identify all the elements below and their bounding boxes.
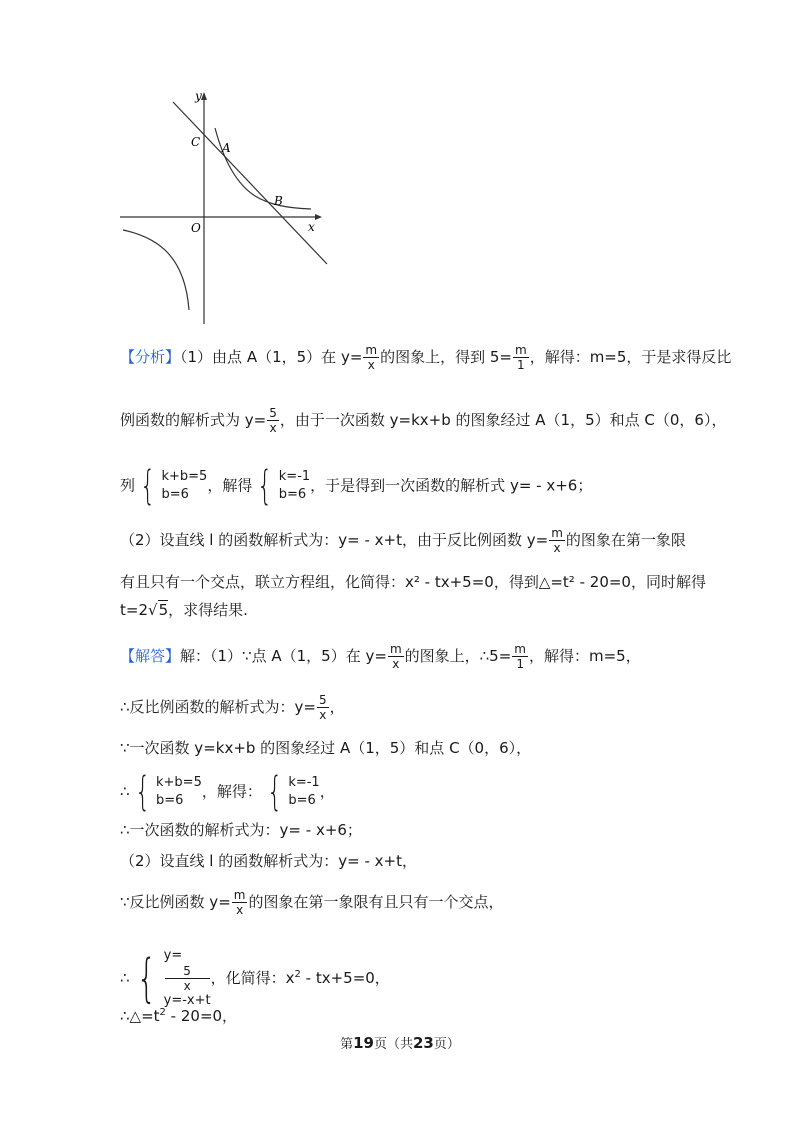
point-c-label: C — [191, 135, 201, 149]
x-axis-arrow — [315, 214, 322, 220]
x-axis-label: x — [308, 220, 315, 234]
y-axis-arrow — [201, 92, 207, 100]
equation-system-1: k+b=5 b=6 — [161, 469, 208, 502]
function-graph — [115, 88, 335, 328]
equation-system-2: k=-1 b=6 — [288, 775, 320, 808]
point-a-label: A — [222, 141, 231, 155]
equation-system-3: y= 5 x y=-x+t — [163, 948, 211, 1008]
fraction-m-over-1: $\frac{m}{1}$ — [514, 642, 526, 671]
page-number: 19 — [353, 1034, 374, 1052]
origin-label: O — [191, 221, 201, 235]
analysis-line-4: （2）设直线 l 的函数解析式为：y= - x+t，由于反比例函数 y= $\frac{m}{x}$ 的图象在第一象限 — [120, 526, 686, 555]
fraction-m-over-x: $\frac{m}{x}$ — [551, 526, 563, 555]
solution-line-6: （2）设直线 l 的函数解析式为：y= - x+t， — [120, 852, 417, 870]
total-pages: 23 — [413, 1034, 434, 1052]
solution-line-3: ∵一次函数 y=kx+b 的图象经过 A（1，5）和点 C（0，6）， — [120, 739, 532, 757]
fraction-m-over-x: $\frac{m}{x}$ — [233, 888, 246, 917]
analysis-line-2: 例函数的解析式为 y= $\frac{5}{x}$ ，由于一次函数 y=kx+b 的图象经过 A（1，5）和点 C（0，6）， — [120, 406, 727, 435]
fraction-m-over-x: $\frac{m}{x}$ — [389, 642, 402, 671]
analysis-line-6: t=2√5，求得结果. — [120, 601, 248, 619]
analysis-line-1: 【分析】（1）由点 A（1，5）在 y= $\frac{m}{x}$ 的图象上，得到 5= $\frac{m}{1}$ ，解得：m=5，于是求得反比 — [120, 343, 732, 372]
analysis-line-3: 列 { k+b=5 b=6 ，解得 { k=-1 b=6 ，于是得到一次函数的解析式 y= - x+6； — [120, 463, 593, 509]
fraction-m-over-x: $\frac{m}{x}$ — [365, 343, 378, 372]
solution-line-7: ∵反比例函数 y= $\frac{m}{x}$ 的图象在第一象限有且只有一个交点， — [120, 888, 504, 917]
analysis-line-5: 有且只有一个交点，联立方程组，化简得：x² - tx+5=0，得到△=t² - 20=0，同时解得 — [120, 573, 706, 591]
analysis-tag: 【分析】 — [120, 348, 181, 366]
fraction-5-over-x: $\frac{5}{x}$ — [269, 406, 277, 435]
fraction-m-over-1: $\frac{m}{1}$ — [514, 343, 527, 372]
solution-line-5: ∴一次函数的解析式为：y= - x+6； — [120, 821, 362, 839]
sqrt-5: 5 — [158, 601, 169, 619]
equation-system-1: k+b=5 b=6 — [156, 775, 202, 808]
solution-line-2: ∴反比例函数的解析式为：y= $\frac{5}{x}$ ， — [120, 693, 345, 722]
hyperbola-branch-2 — [123, 230, 189, 310]
solution-line-4: ∴ { k+b=5 b=6 ，解得： { k=-1 b=6 ， — [120, 769, 335, 815]
y-axis-label: y — [195, 89, 202, 103]
point-b-label: B — [274, 194, 283, 208]
solution-line-9: $\therefore\triangle=t^2 - 20=0$， — [120, 1007, 238, 1025]
line-l — [173, 102, 327, 264]
fraction-5-over-x: $\frac{5}{x}$ — [319, 693, 327, 722]
equation-system-2: k=-1 b=6 — [278, 469, 311, 502]
solution-line-8: ∴ { y= 5 x y=-x+t ，化简得：$x^2 - tx+5=0$， — [120, 948, 390, 1009]
solution-line-1: 【解答】解：（1）∵点 A（1，5）在 y= $\frac{m}{x}$ 的图象上，∴5= $\frac{m}{1}$ ，解得：m=5， — [120, 642, 641, 671]
solution-tag: 【解答】 — [120, 647, 181, 665]
fraction-5-over-x: 5 x — [165, 964, 210, 993]
page-footer: 第19页（共23页） — [340, 1034, 460, 1052]
